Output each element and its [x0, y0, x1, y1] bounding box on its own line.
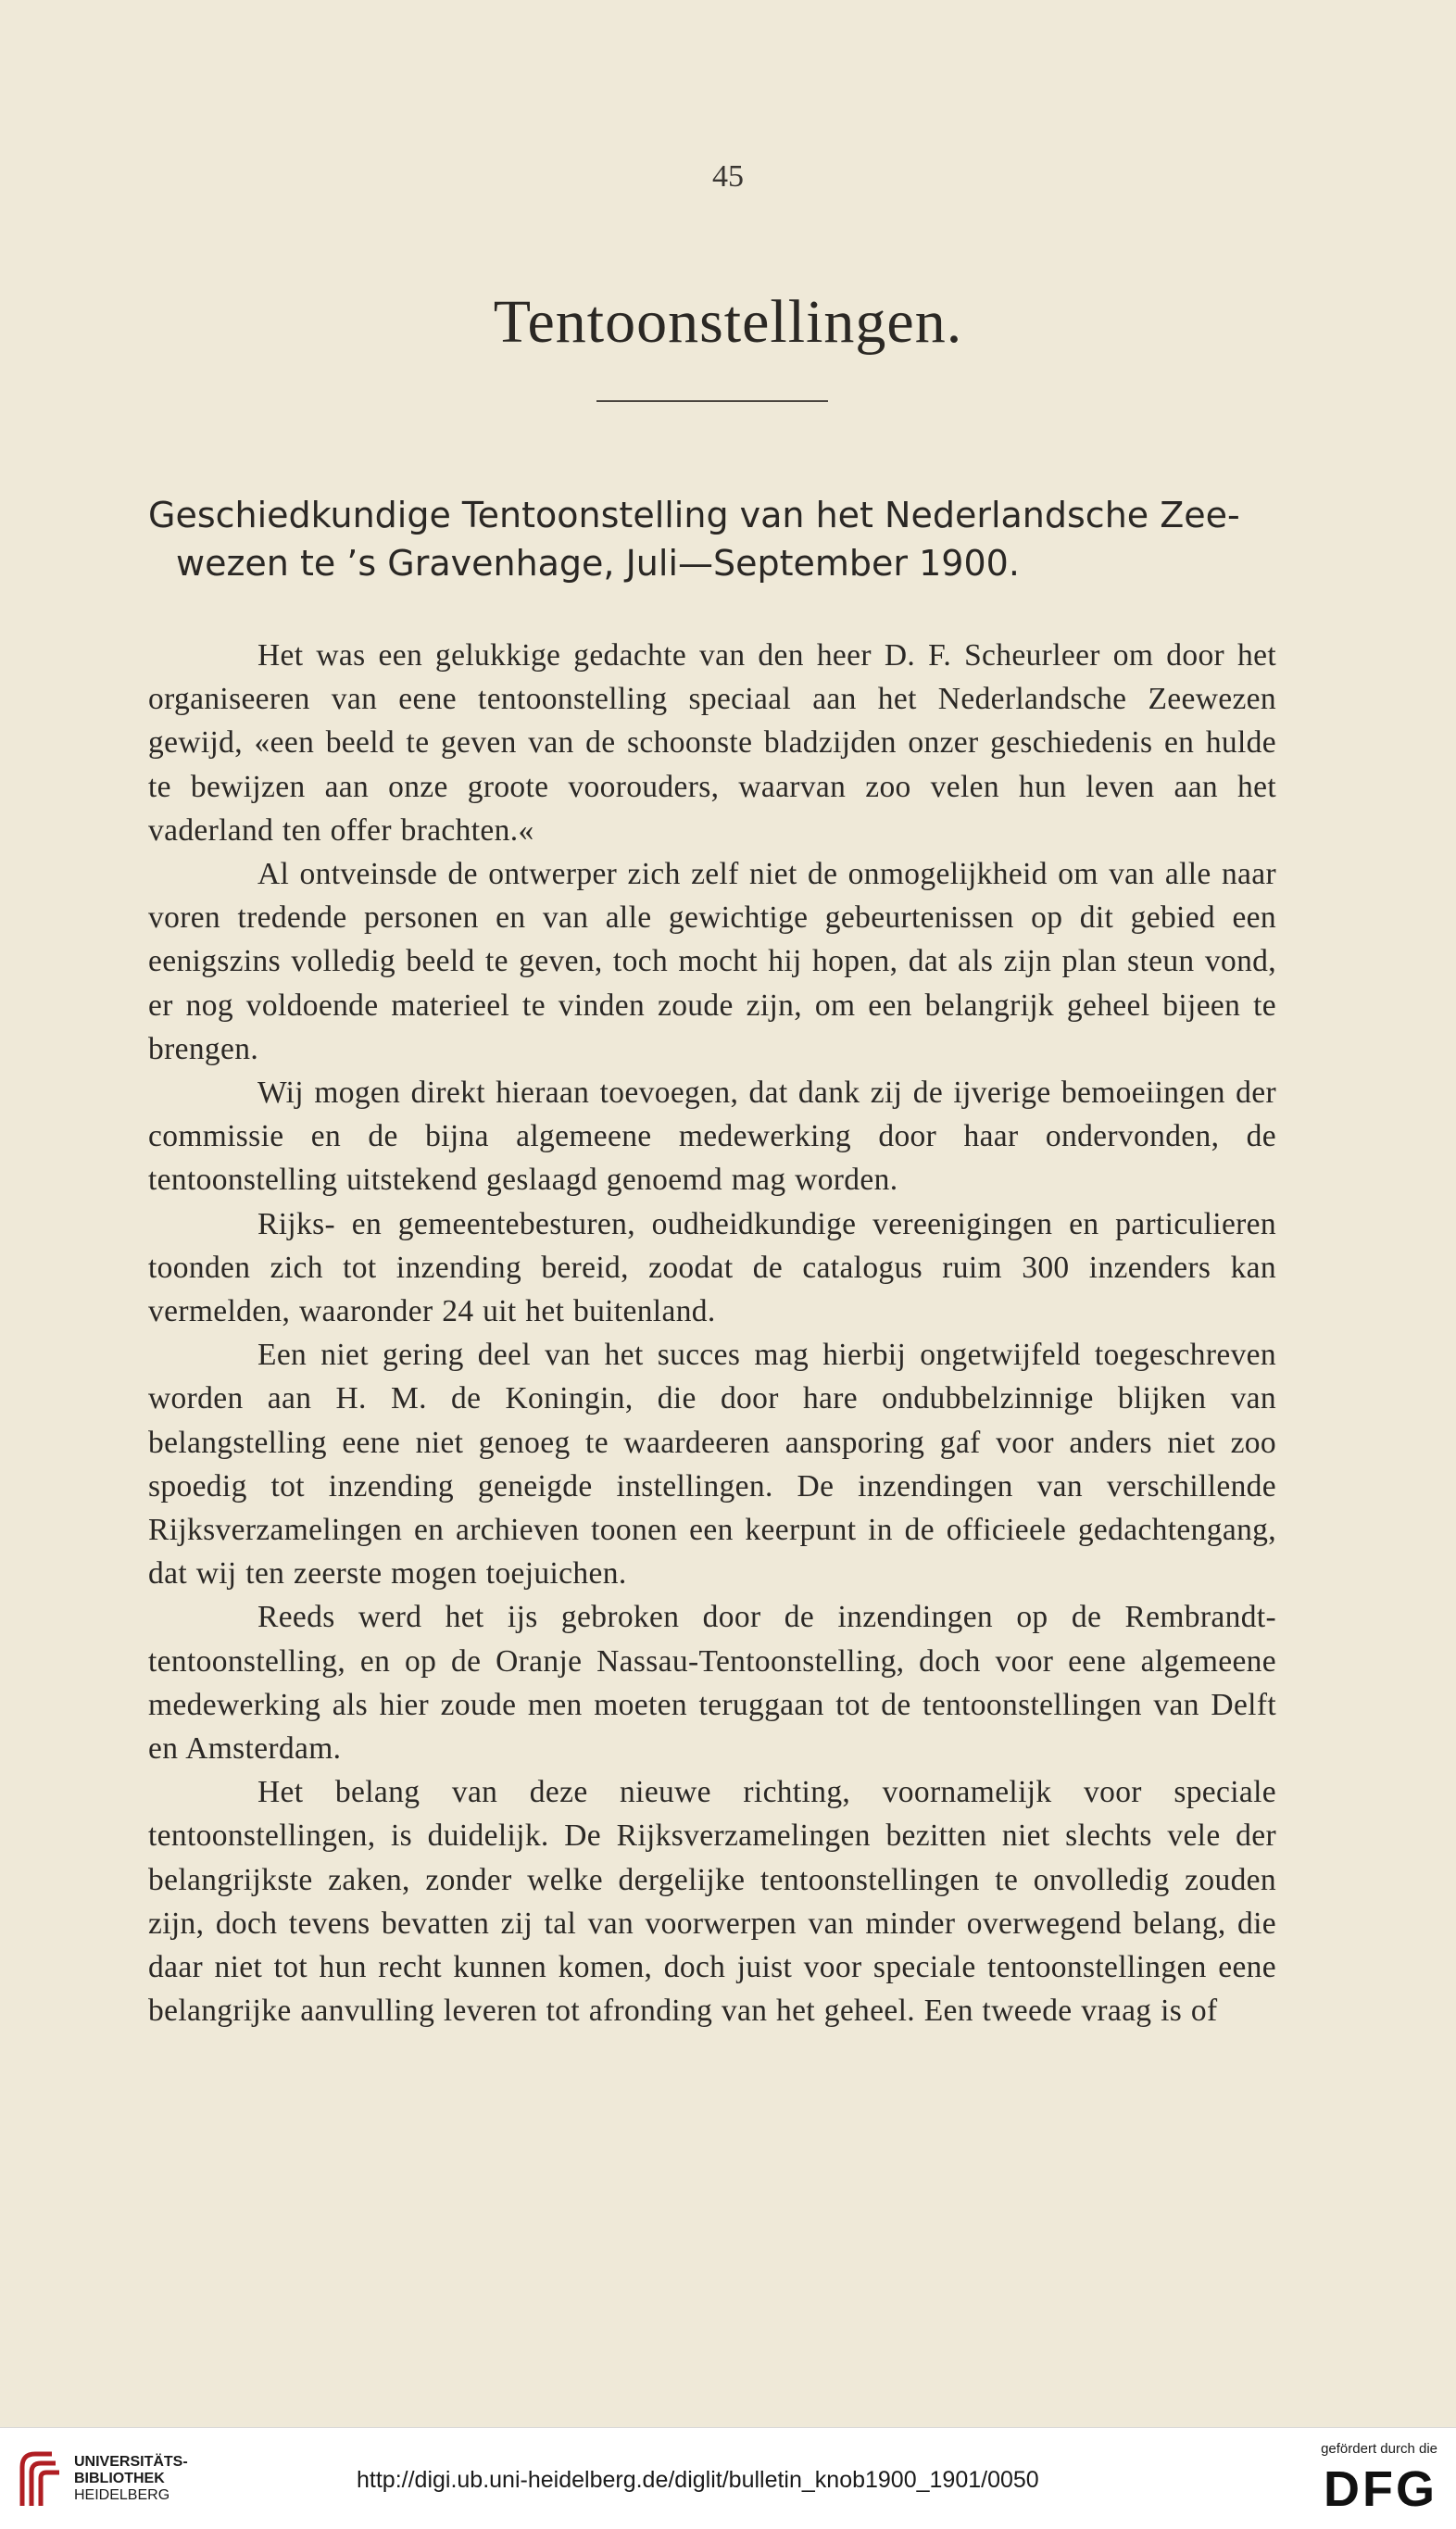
article-heading-line-2: wezen te ’s Gravenhage, Juli—September 1900.: [176, 543, 1020, 584]
ub-heidelberg-logo-icon: [15, 2447, 63, 2511]
library-name-line-3: HEIDELBERG: [74, 2487, 170, 2503]
funding-note: gefördert durch die: [1321, 2441, 1437, 2457]
library-name: [74, 2454, 188, 2504]
article-body: [148, 634, 1276, 2033]
article-heading: [148, 491, 1276, 587]
page-number: 45: [712, 159, 744, 194]
paragraph: Het belang van deze nieuwe richting, voornamelijk voor speciale tentoonstellingen, is duidelijk. De Rijksverzamelingen bezitten niet slechts vele der belangrijkste zaken, zonder welke dergelijke tentoonstellingen te onvolledig zouden zijn, doch tevens bevatten zij tal van voorwerpen van minder overwegend belang, die daar niet tot hun recht kunnen komen, doch juist voor speciale tentoonstellingen eene belangrijke aanvulling leveren tot afronding van het geheel. Een tweede vraag is of: [148, 1775, 1276, 2029]
library-name-line-2: BIBLIOTHEK: [74, 2471, 165, 2486]
digitization-footer: [0, 2427, 1456, 2529]
funding-credit: [1321, 2441, 1437, 2516]
paragraph: Wij mogen direkt hieraan toevoegen, dat dank zij de ijverige bemoeiingen der commissie en de bijna algemeene medewerking door haar ondervonden, de tentoonstelling uitstekend geslaagd genoemd mag worden.: [148, 1076, 1276, 1198]
library-name-line-1: UNIVERSITÄTS-: [74, 2454, 188, 2470]
article-heading-line-1: Geschiedkundige Tentoonstelling van het Nederlandsche Zee-: [148, 495, 1240, 535]
paragraph: Het was een gelukkige gedachte van den heer D. F. Scheurleer om door het organiseeren van eene tentoonstelling speciaal aan het Nederlandsche Zeewezen gewijd, «een beeld te geven van de schoonste bladzijden onzer geschiedenis en hulde te bewijzen aan onze groote voorouders, waarvan zoo velen hun leven aan het vaderland ten offer brachten.«: [148, 638, 1276, 848]
paragraph: Al ontveinsde de ontwerper zich zelf niet de onmogelijkheid om van alle naar voren tredende personen en van alle gewichtige gebeurtenissen op dit gebied een eenigszins volledig beeld te geven, toch mocht hij hopen, dat als zijn plan steun vond, er nog voldoende materieel te vinden zoude zijn, om een belangrijk geheel bijeen te brengen.: [148, 857, 1276, 1066]
section-title: Tentoonstellingen.: [493, 288, 963, 356]
paragraph: Reeds werd het ijs gebroken door de inzendingen op de Rembrandt-tentoonstelling, en op de Oranje Nassau-Tentoonstelling, doch voor eene algemeene medewerking als hier zoude men moeten teruggaan tot de tentoonstellingen van Delft en Amsterdam.: [148, 1600, 1276, 1767]
paragraph: Een niet gering deel van het succes mag hierbij ongetwijfeld toegeschreven worden aan H. M. de Koningin, die door hare ondubbelzinnige blijken van belangstelling eene niet genoeg te waardeeren aansporing gaf voor anders niet zoo spoedig tot inzending geneigde instellingen. De inzendingen van verschillende Rijksverzamelingen en archieven toonen een keerpunt in de officieele gedachtengang, dat wij ten zeerste mogen toejuichen.: [148, 1338, 1276, 1592]
paragraph: Rijks- en gemeentebesturen, oudheidkundige vereenigingen en particulieren toonden zich tot inzending bereid, zoodat de catalogus ruim 300 inzenders kan vermelden, waaronder 24 uit het buitenland.: [148, 1206, 1276, 1329]
dfg-logo: DFG: [1324, 2461, 1437, 2517]
permalink-url[interactable]: http://digi.ub.uni-heidelberg.de/diglit/bulletin_knob1900_1901/0050: [357, 2467, 1039, 2493]
title-divider: [596, 400, 828, 402]
